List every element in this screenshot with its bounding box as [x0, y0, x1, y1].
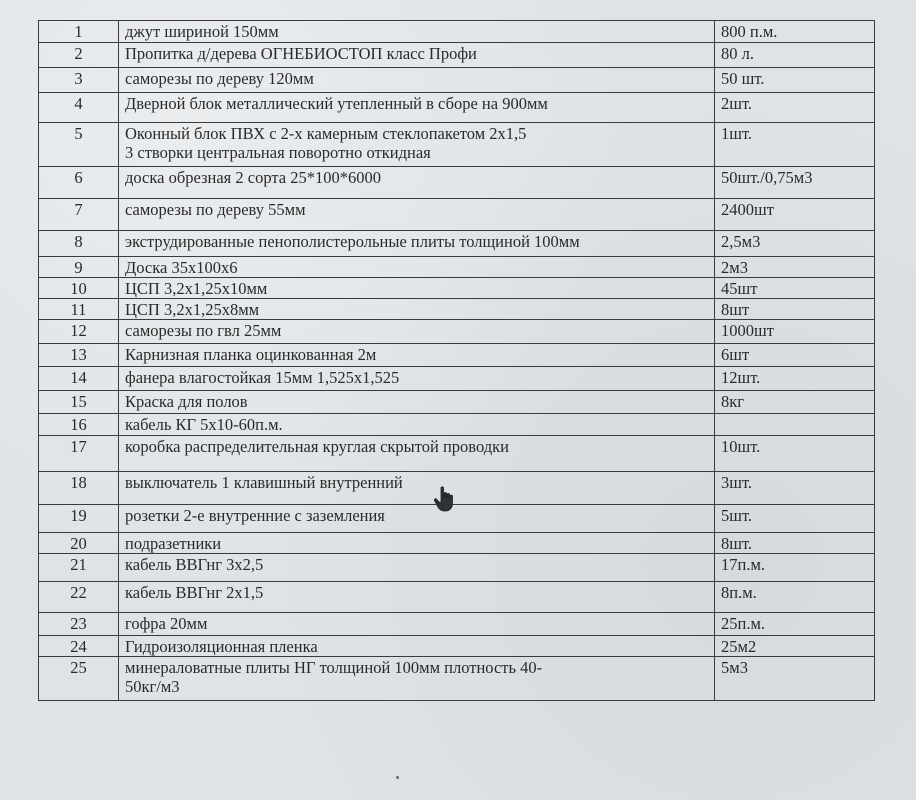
item-name-line: Оконный блок ПВХ с 2-х камерным стеклопакетом 2х1,5 [125, 124, 527, 143]
item-name [119, 299, 715, 320]
materials-table-body [39, 21, 875, 701]
row-number: 3 [39, 68, 119, 93]
table-row [39, 93, 875, 123]
row-number: 10 [39, 278, 119, 299]
row-number: 20 [39, 533, 119, 554]
item-quantity: 80 л. [715, 43, 875, 68]
item-name [119, 231, 715, 257]
item-quantity: 50 шт. [715, 68, 875, 93]
item-name [119, 391, 715, 414]
item-quantity [715, 414, 875, 436]
document-sheet [38, 20, 874, 701]
item-name-line: кабель ВВГнг 2х1,5 [125, 583, 264, 602]
item-name-line: 3 створки центральная поворотно откидная [125, 143, 431, 162]
table-row [39, 21, 875, 43]
item-name-line: саморезы по дереву 55мм [125, 200, 306, 219]
table-row [39, 257, 875, 278]
item-name-line: фанера влагостойкая 15мм 1,525х1,525 [125, 368, 400, 387]
item-name [119, 414, 715, 436]
item-quantity: 800 п.м. [715, 21, 875, 43]
item-quantity: 2,5м3 [715, 231, 875, 257]
item-name [119, 43, 715, 68]
item-name [119, 257, 715, 278]
row-number: 13 [39, 344, 119, 367]
row-number: 12 [39, 320, 119, 344]
item-name [119, 657, 715, 701]
item-name-line: ЦСП 3,2х1,25х8мм [125, 300, 260, 319]
table-row [39, 391, 875, 414]
item-name-line: минераловатные плиты НГ толщиной 100мм плотность 40- [125, 658, 543, 677]
item-name-line: гофра 20мм [125, 614, 208, 633]
row-number: 14 [39, 367, 119, 391]
item-quantity: 1000шт [715, 320, 875, 344]
item-name [119, 436, 715, 472]
item-name-line: ЦСП 3,2х1,25х10мм [125, 279, 268, 298]
table-row [39, 636, 875, 657]
item-name-line: подразетники [125, 534, 222, 553]
row-number: 6 [39, 167, 119, 199]
item-quantity: 12шт. [715, 367, 875, 391]
item-quantity: 8п.м. [715, 582, 875, 613]
item-quantity: 10шт. [715, 436, 875, 472]
table-row [39, 299, 875, 320]
item-quantity: 6шт [715, 344, 875, 367]
row-number: 8 [39, 231, 119, 257]
item-name [119, 533, 715, 554]
item-name [119, 320, 715, 344]
row-number: 21 [39, 554, 119, 582]
item-name-line: саморезы по гвл 25мм [125, 321, 282, 340]
item-quantity: 25п.м. [715, 613, 875, 636]
item-name-line: Карнизная планка оцинкованная 2м [125, 345, 377, 364]
row-number: 25 [39, 657, 119, 701]
item-name-line: кабель КГ 5х10-60п.м. [125, 415, 283, 434]
item-name [119, 554, 715, 582]
row-number: 17 [39, 436, 119, 472]
row-number: 18 [39, 472, 119, 505]
item-name [119, 472, 715, 505]
item-quantity: 5шт. [715, 505, 875, 533]
table-row [39, 167, 875, 199]
table-row [39, 231, 875, 257]
item-name [119, 582, 715, 613]
item-quantity: 8кг [715, 391, 875, 414]
table-row [39, 414, 875, 436]
row-number: 7 [39, 199, 119, 231]
item-name [119, 636, 715, 657]
item-quantity: 17п.м. [715, 554, 875, 582]
item-name [119, 613, 715, 636]
item-name-line: экструдированные пенополистерольные плиты толщиной 100мм [125, 232, 580, 251]
item-name-line: Доска 35х100х6 [125, 258, 238, 277]
row-number: 22 [39, 582, 119, 613]
table-row [39, 582, 875, 613]
item-name [119, 123, 715, 167]
row-number: 16 [39, 414, 119, 436]
item-name-line: розетки 2-е внутренние с заземления [125, 506, 385, 525]
row-number: 1 [39, 21, 119, 43]
item-name-line: Дверной блок металлический утепленный в сборе на 900мм [125, 94, 548, 113]
item-quantity: 2шт. [715, 93, 875, 123]
table-row [39, 43, 875, 68]
item-name-line: выключатель 1 клавишный внутренний [125, 473, 403, 492]
item-name-line: Пропитка д/дерева ОГНЕБИОСТОП класс Профи [125, 44, 477, 63]
table-row [39, 68, 875, 93]
table-row [39, 436, 875, 472]
row-number: 23 [39, 613, 119, 636]
item-name-line: доска обрезная 2 сорта 25*100*6000 [125, 168, 381, 187]
row-number: 11 [39, 299, 119, 320]
item-name [119, 278, 715, 299]
table-row [39, 344, 875, 367]
item-name-line: 50кг/м3 [125, 677, 180, 696]
item-quantity: 5м3 [715, 657, 875, 701]
item-quantity: 45шт [715, 278, 875, 299]
item-quantity: 2400шт [715, 199, 875, 231]
row-number: 19 [39, 505, 119, 533]
table-row [39, 199, 875, 231]
item-name-line: коробка распределительная круглая скрытой проводки [125, 437, 509, 456]
table-row [39, 657, 875, 701]
row-number: 4 [39, 93, 119, 123]
item-name-line: Гидроизоляционная пленка [125, 637, 318, 656]
table-row [39, 123, 875, 167]
item-quantity: 25м2 [715, 636, 875, 657]
item-name-line: Краска для полов [125, 392, 248, 411]
item-quantity: 8шт. [715, 533, 875, 554]
row-number: 5 [39, 123, 119, 167]
scan-speck [396, 776, 399, 779]
table-row [39, 278, 875, 299]
item-name-line: кабель ВВГнг 3х2,5 [125, 555, 264, 574]
row-number: 24 [39, 636, 119, 657]
item-name [119, 367, 715, 391]
row-number: 2 [39, 43, 119, 68]
table-row [39, 613, 875, 636]
table-row [39, 320, 875, 344]
item-name [119, 505, 715, 533]
item-name [119, 167, 715, 199]
table-row [39, 533, 875, 554]
item-name [119, 199, 715, 231]
row-number: 9 [39, 257, 119, 278]
item-name [119, 344, 715, 367]
table-row [39, 367, 875, 391]
item-quantity: 8шт [715, 299, 875, 320]
item-name [119, 68, 715, 93]
item-name-line: саморезы по дереву 120мм [125, 69, 314, 88]
item-quantity: 3шт. [715, 472, 875, 505]
item-name [119, 21, 715, 43]
item-quantity: 50шт./0,75м3 [715, 167, 875, 199]
table-row [39, 554, 875, 582]
item-name-line: джут шириной 150мм [125, 22, 279, 41]
item-name [119, 93, 715, 123]
row-number: 15 [39, 391, 119, 414]
materials-table [38, 20, 875, 701]
item-quantity: 1шт. [715, 123, 875, 167]
hand-pointer-icon [432, 485, 458, 513]
item-quantity: 2м3 [715, 257, 875, 278]
